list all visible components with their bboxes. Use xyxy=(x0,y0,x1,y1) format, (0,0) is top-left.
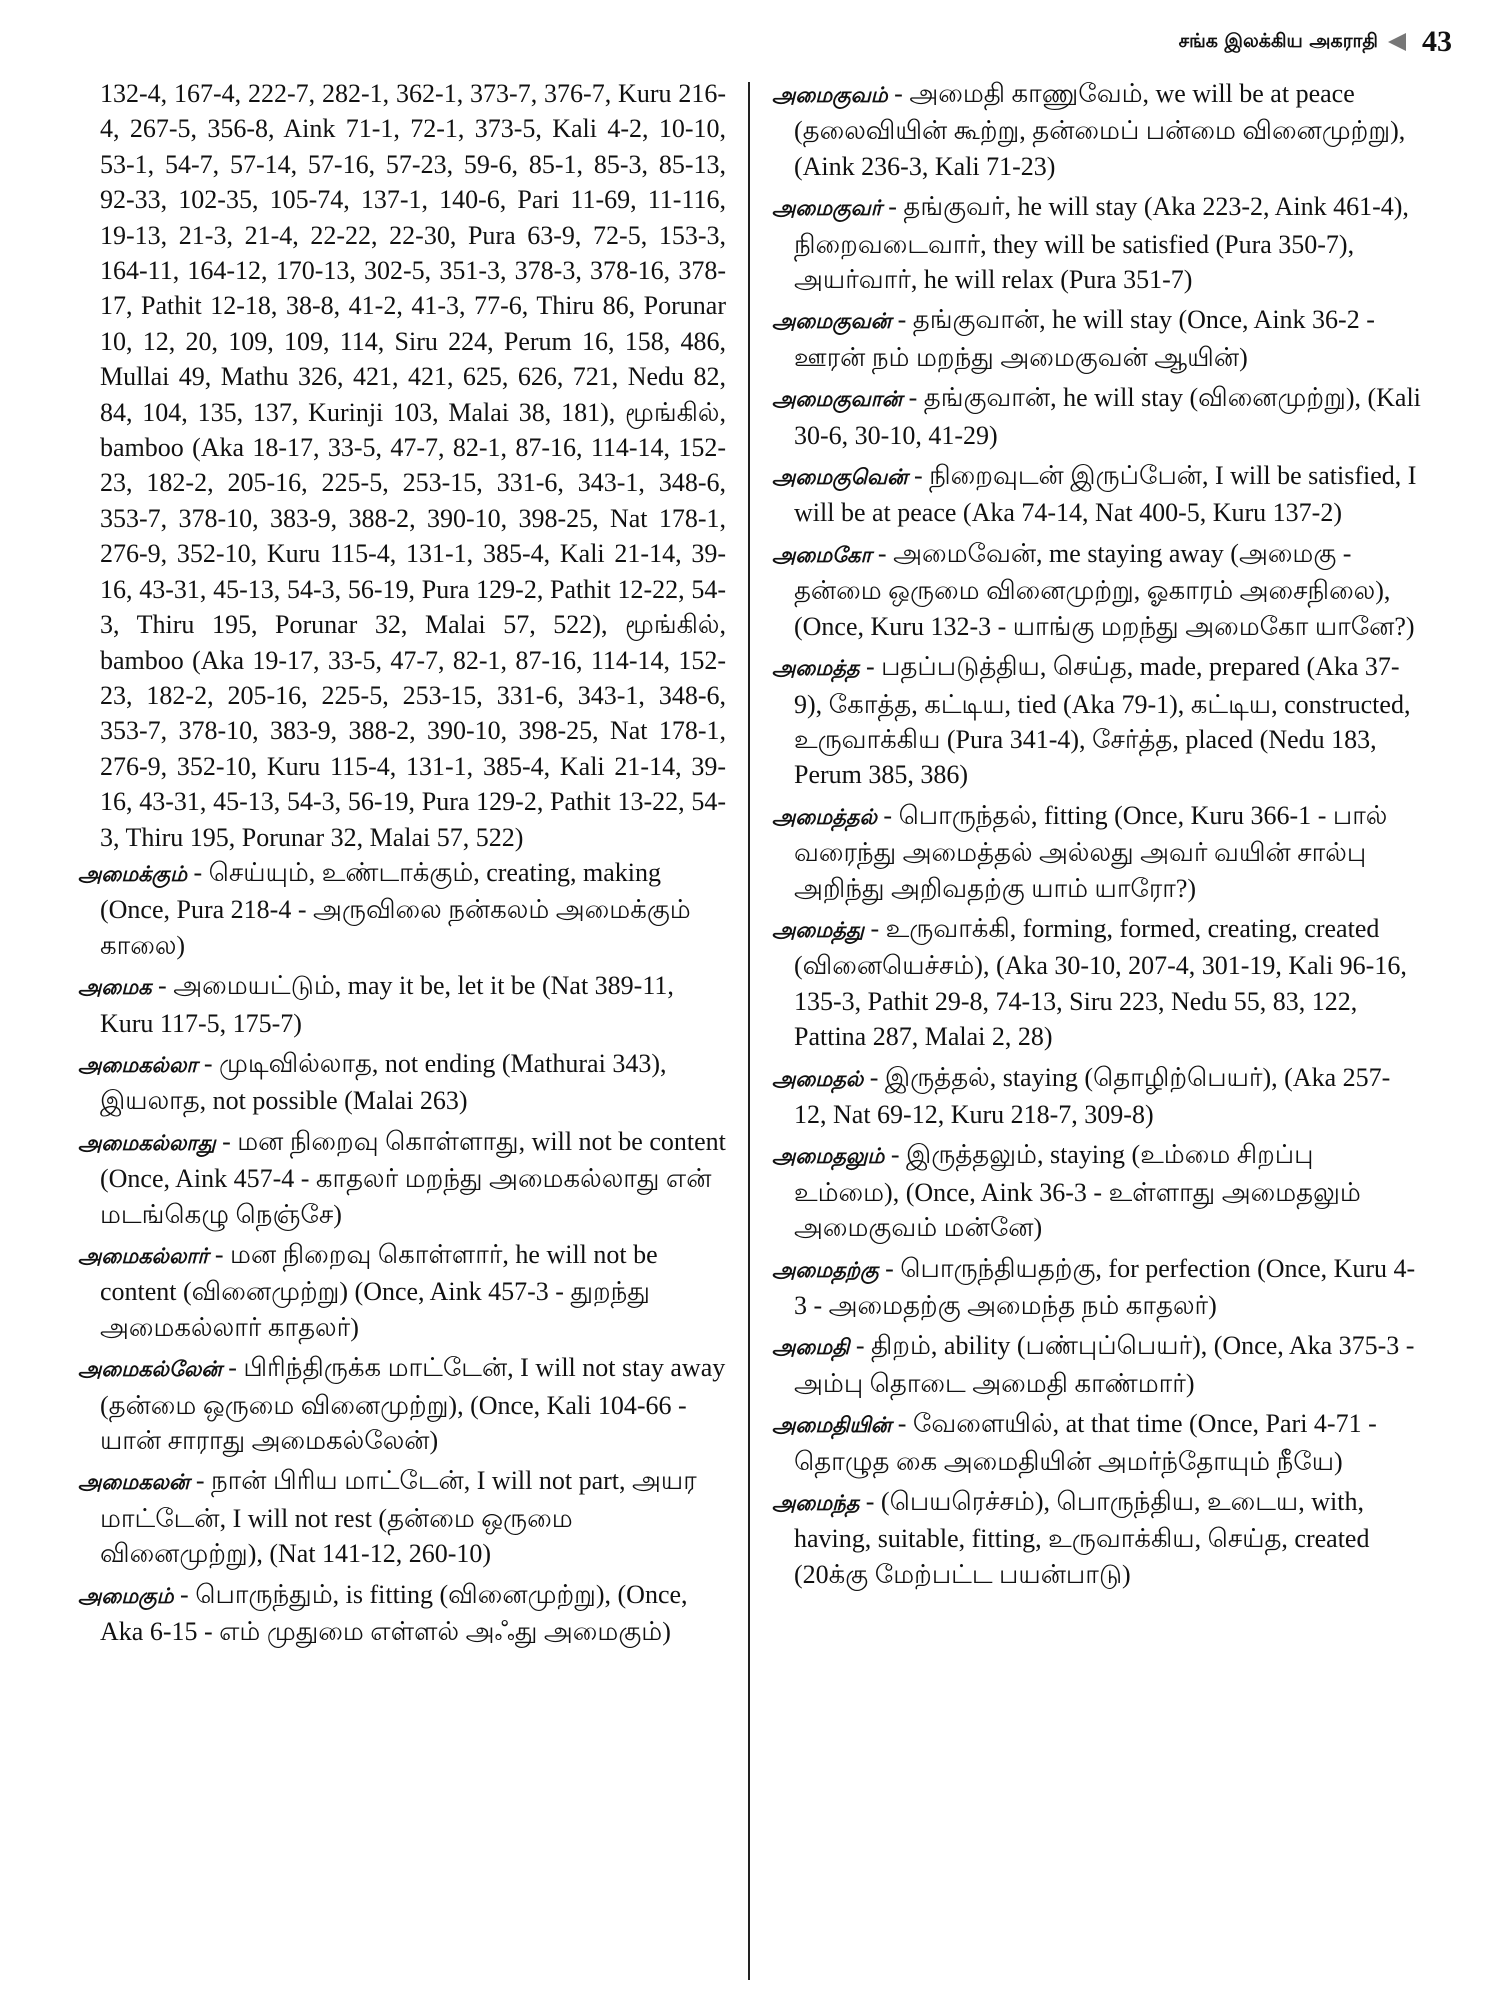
right-column xyxy=(772,76,1422,1597)
entry-definition: - பதப்படுத்திய, செய்த, made, prepared (Aka 37-9), கோத்த, கட்டிய, tied (Aka 79-1), கட்டிய, constructed, உருவாக்கிய (Pura 341-4), சேர்த்த, placed (Nedu 183, Perum 385, 386) xyxy=(794,652,1411,790)
dictionary-entry xyxy=(772,76,1422,184)
entry-headword: அமைத்த xyxy=(772,656,860,681)
column-divider xyxy=(748,82,750,1980)
entry-headword: அமைகுவான் xyxy=(772,387,903,412)
dictionary-entry xyxy=(772,302,1422,375)
entry-definition: - தங்குவான், he will stay (Once, Aink 36-2 - ஊரன் நம் மறந்து அமைகுவன் ஆயின்) xyxy=(794,305,1375,372)
entry-definition: - அமையட்டும், may it be, let it be (Nat 389-11, Kuru 117-5, 175-7) xyxy=(100,971,674,1038)
continuation-text: 132-4, 167-4, 222-7, 282-1, 362-1, 373-7, 376-7, Kuru 216-4, 267-5, 356-8, Aink 71-1, 72-1, 373-5, Kali 4-2, 10-10, 53-1, 54-7, 57-14, 57-16, 57-23, 59-6, 85-1, 85-3, 85-13, 92-33, 102-35, 105-74, 137-1, 140-6, Pari 11-69, 11-116, 19-13, 21-3, 21-4, 22-22, 22-30, Pura 63-9, 72-5, 153-3, 164-11, 164-12, 170-13, 302-5, 351-3, 378-3, 378-16, 378-17, Pathit 12-18, 38-8, 41-2, 41-3, 77-6, Thiru 86, Porunar 10, 12, 20, 109, 109, 114, Siru 224, Perum 16, 158, 486, Mullai 49, Mathu 326, 421, 421, 625, 626, 721, Nedu 82, 84, 104, 135, 137, Kurinji 103, Malai 38, 181), மூங்கில், bamboo (Aka 18-17, 33-5, 47-7, 82-1, 87-16, 114-14, 152-23, 182-2, 205-16, 225-5, 253-15, 331-6, 343-1, 348-6, 353-7, 378-10, 383-9, 388-2, 390-10, 398-25, Nat 178-1, 276-9, 352-10, Kuru 115-4, 131-1, 385-4, Kali 21-14, 39-16, 43-31, 45-13, 54-3, 56-19, Pura 129-2, Pathit 12-22, 54-3, Thiru 195, Porunar 32, Malai 57, 522), மூங்கில், bamboo (Aka 19-17, 33-5, 47-7, 82-1, 87-16, 114-14, 152-23, 182-2, 205-16, 225-5, 253-15, 331-6, 343-1, 348-6, 353-7, 378-10, 383-9, 388-2, 390-10, 398-25, Nat 178-1, 276-9, 352-10, Kuru 115-4, 131-1, 385-4, Kali 21-14, 39-16, 43-31, 45-13, 54-3, 56-19, Pura 129-2, Pathit 13-22, 54-3, Thiru 195, Porunar 32, Malai 57, 522) xyxy=(100,79,726,852)
entry-list-left xyxy=(78,855,726,1650)
entry-headword: அமைதலும் xyxy=(772,1144,885,1169)
entry-definition: - வேளையில், at that time (Once, Pari 4-71 - தொழுத கை அமைதியின் அமர்ந்தோயும் நீயே) xyxy=(794,1409,1377,1476)
entry-headword: அமைகுவம் xyxy=(772,83,888,107)
dictionary-entry xyxy=(772,380,1422,453)
dictionary-entry xyxy=(78,1046,726,1119)
entry-definition: - திறம், ability (பண்புப்பெயர்), (Once, Aka 375-3 - அம்பு தொடை அமைதி காண்மார்) xyxy=(794,1331,1415,1398)
entry-headword: அமைகல்லா xyxy=(78,1052,198,1077)
entry-definition: - பொருந்தியதற்கு, for perfection (Once, Kuru 4-3 - அமைதற்கு அமைந்த நம் காதலர்) xyxy=(794,1253,1416,1320)
entry-headword: அமைதற்கு xyxy=(772,1257,879,1282)
dictionary-entry xyxy=(772,1137,1422,1245)
dictionary-entry xyxy=(772,458,1422,531)
entry-definition: - பொருந்தல், fitting (Once, Kuru 366-1 - பால் வரைந்து அமைத்தல் அல்லது அவர் வயின் சால்பு அறிந்து அறிவதற்கு யாம் யாரோ?) xyxy=(794,800,1388,903)
entry-headword: அமைகுவன் xyxy=(772,309,892,334)
dictionary-entry xyxy=(772,1484,1422,1592)
dictionary-entry xyxy=(78,1237,726,1345)
dictionary-entry xyxy=(78,968,726,1041)
entry-headword: அமைகல்லாது xyxy=(78,1130,216,1155)
dictionary-entry xyxy=(772,1060,1422,1133)
entry-definition: - தங்குவர், he will stay (Aka 223-2, Aink 461-4), நிறைவடைவார், they will be satisfied (Pura 350-7), அயர்வார், he will relax (Pura 351-7) xyxy=(794,192,1409,295)
left-column xyxy=(78,76,726,1654)
entry-definition: - இருத்தலும், staying (உம்மை சிறப்பு உம்மை), (Once, Aink 36-3 - உள்ளாது அமைதலும் அமைகுவம் மன்னே) xyxy=(794,1140,1361,1243)
dictionary-entry xyxy=(772,1406,1422,1479)
entry-definition: - மன நிறைவு கொள்ளாது, will not be content (Once, Aink 457-4 - காதலர் மறந்து அமைகல்லாது என் மடங்கெழு நெஞ்சே) xyxy=(100,1126,726,1229)
dictionary-entry xyxy=(772,649,1422,793)
entry-definition: - நான் பிரிய மாட்டேன், I will not part, அயர மாட்டேன், I will not rest (தன்மை ஒருமை வினைமுற்று), (Nat 141-12, 260-10) xyxy=(100,1466,697,1569)
dictionary-entry xyxy=(772,536,1422,644)
entry-list-right xyxy=(772,76,1422,1592)
entry-headword: அமைதி xyxy=(772,1335,850,1360)
book-title: சங்க இலக்கிய அகராதி xyxy=(1178,29,1378,52)
dictionary-entry xyxy=(772,911,1422,1055)
entry-definition: - பிரிந்திருக்க மாட்டேன், I will not stay away (தன்மை ஒருமை வினைமுற்று), (Once, Kali 104-66 - யான் சாராது அமைகல்லேன்) xyxy=(100,1353,726,1456)
entry-headword: அமைத்தல் xyxy=(772,804,877,829)
entry-headword: அமைகோ xyxy=(772,542,872,567)
dictionary-entry xyxy=(78,1577,726,1650)
entry-headword: அமைத்து xyxy=(772,917,864,942)
entry-headword: அமைக xyxy=(78,975,152,1000)
entry-headword: அமைதல் xyxy=(772,1066,864,1091)
dictionary-entry xyxy=(772,1328,1422,1401)
entry-definition: - இருத்தல், staying (தொழிற்பெயர்), (Aka 257-12, Nat 69-12, Kuru 218-7, 309-8) xyxy=(794,1062,1391,1129)
entry-headword: அமைக்கும் xyxy=(78,861,187,886)
triangle-marker-icon xyxy=(1388,33,1406,51)
entry-definition: - (பெயரெச்சம்), பொருந்திய, உடைய, with, having, suitable, fitting, உருவாக்கிய, செய்த, created (20க்கு மேற்பட்ட பயன்பாடு) xyxy=(794,1487,1370,1589)
dictionary-entry xyxy=(78,855,726,963)
page-number: 43 xyxy=(1422,25,1452,58)
entry-headword: அமைகலன் xyxy=(78,1470,190,1495)
entry-definition: - உருவாக்கி, forming, formed, creating, created (வினையெச்சம்), (Aka 30-10, 207-4, 301-19, Kali 96-16, 135-3, Pathit 29-8, 74-13, Siru 223, Nedu 55, 83, 122, Pattina 287, Malai 2, 28) xyxy=(794,913,1407,1052)
dictionary-entry xyxy=(772,1251,1422,1324)
entry-headword: அமைகல்லேன் xyxy=(78,1357,222,1382)
entry-headword: அமைகுவென் xyxy=(772,465,908,490)
entry-definition: - அமைவேன், me staying away (அமைகு - தன்மை ஒருமை வினைமுற்று, ஓகாரம் அசைநிலை), (Once, Kuru 132-3 - யாங்கு மறந்து அமைகோ யானே?) xyxy=(794,538,1415,641)
dictionary-entry xyxy=(78,1350,726,1458)
dictionary-entry xyxy=(772,798,1422,906)
entry-definition: - செய்யும், உண்டாக்கும், creating, making (Once, Pura 218-4 - அருவிலை நன்கலம் அமைக்கும் காலை) xyxy=(100,857,691,960)
entry-definition: - அமைதி காணுவேம், we will be at peace (தலைவியின் கூற்று, தன்மைப் பன்மை வினைமுற்று), (Aink 236-3, Kali 71-23) xyxy=(794,79,1406,181)
entry-definition: - தங்குவான், he will stay (வினைமுற்று), (Kali 30-6, 30-10, 41-29) xyxy=(794,383,1421,450)
entry-definition: - மன நிறைவு கொள்ளார், he will not be content (வினைமுற்று) (Once, Aink 457-3 - துறந்து அமைகல்லார் காதலர்) xyxy=(100,1240,658,1342)
entry-definition: - பொருந்தும், is fitting (வினைமுற்று), (Once, Aka 6-15 - எம் முதுமை எள்ளல் அஃது அமைகும்) xyxy=(100,1579,688,1647)
entry-headword: அமைகல்லார் xyxy=(78,1244,209,1268)
entry-definition: - நிறைவுடன் இருப்பேன், I will be satisfied, I will be at peace (Aka 74-14, Nat 400-5, Kuru 137-2) xyxy=(794,461,1417,528)
entry-definition: - முடிவில்லாத, not ending (Mathurai 343), இயலாத, not possible (Malai 263) xyxy=(100,1048,667,1116)
dictionary-entry xyxy=(78,1463,726,1571)
entry-headword: அமைதியின் xyxy=(772,1413,892,1438)
entry-headword: அமைந்த xyxy=(772,1491,860,1516)
dictionary-entry xyxy=(772,189,1422,297)
entry-headword: அமைகுவர் xyxy=(772,196,882,221)
entry-headword: அமைகும் xyxy=(78,1583,174,1608)
dictionary-entry xyxy=(78,1124,726,1232)
page-header xyxy=(1179,22,1452,62)
